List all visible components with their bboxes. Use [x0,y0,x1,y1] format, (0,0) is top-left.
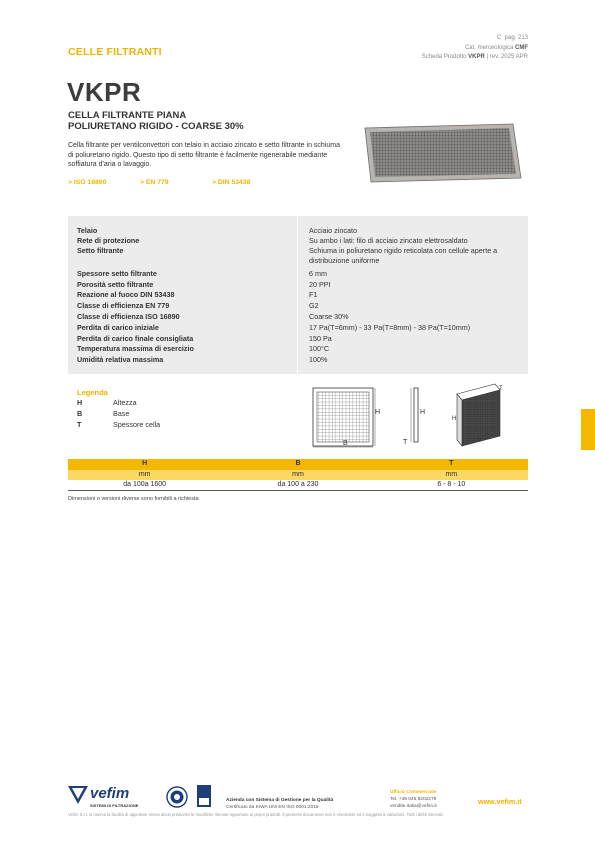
dimensions-header-row [68,459,528,470]
label-h3: H [452,416,457,422]
label-b3: B [477,437,482,443]
spec-label: Classe di efficienza EN 779 [77,301,170,310]
header-h: H [142,460,148,467]
spec-value: Acciaio zincato [309,226,357,235]
product-description: Cella filtrante per ventilconvettori con telaio in acciaio zincato e setto filtrante in schiuma di poliuretano rigido. Questo tipo di setto filtrante è facilmente rigenerabile mediante soffiatura d'aria o lavaggio. [68,142,340,169]
label-h: H [375,409,381,416]
dimensions-unit-row [68,470,528,481]
spec-label: Perdita di carico iniziale [77,323,159,332]
standard-en: > EN 779 [140,179,169,186]
spec-value: G2 [309,301,319,310]
side-view-drawing [403,388,425,446]
specs-divider [297,216,298,374]
product-photo [363,122,523,184]
spec-label: Reazione al fuoco DIN 53438 [77,290,175,299]
legend-key: T [77,420,82,429]
cert-line-1: Azienda con Sistema di Gestione per la Qualità [226,798,334,803]
footer-disclaimer: Vefim S.r.l. si riserva la facoltà di apportare senza alcun preavviso le modifiche ritenute opportune ai propri prodotti. Il presente documento non è vincolante ed è soggetto a variazioni. Tutti i diritti riservati. [68,812,444,817]
dimensions-note: Dimensioni o versioni diverse sono fornibili a richiesta [68,496,199,502]
spec-value: Su ambo i lati: filo di acciaio zincato elettrosaldato [309,236,468,245]
perspective-drawing [452,384,503,446]
standard-din: > DIN 53438 [212,179,251,186]
label-b: B [343,440,348,447]
certification-seal-icon [166,786,188,808]
contact-label: Ufficio Commerciale [390,790,437,795]
section-label: CELLE FILTRANTI [68,46,162,58]
label-t3: T [499,386,503,392]
document-meta [422,34,528,63]
label-t: T [403,439,408,446]
legend-label: Base [113,409,130,418]
page-prefix: C [496,35,502,41]
spec-value: Schiuma in poliuretano rigido reticolata con cellule aperte a distribuzione uniforme [309,246,498,265]
spec-value: 20 PPI [309,280,331,289]
spec-value: 17 Pa(T=6mm) - 33 Pa(T=8mm) - 38 Pa(T=10mm) [309,323,471,332]
technical-drawing [305,378,530,450]
sheet-code: VKPR [468,54,485,60]
spec-label: Classe di efficienza ISO 16890 [77,312,180,321]
header-b: B [295,460,301,467]
spec-value: 6 mm [309,269,327,278]
standard-iso: > ISO 16890 [68,179,107,186]
sheet-label: Scheda Prodotto [421,54,467,60]
spec-label: Porosità setto filtrante [77,280,154,289]
brand-tagline: SISTEMI DI FILTRAZIONE [90,803,139,808]
front-view-drawing [313,388,380,447]
page-number: pag. 213 [504,35,528,41]
product-code: VKPR [67,77,142,107]
legend-key: H [77,398,83,407]
dimensions-data-row [68,480,528,491]
unit-b: mm [292,470,304,478]
spec-value: 100% [309,355,328,364]
spec-value: Coarse 30% [309,312,349,321]
subtitle-line-2: POLIURETANO RIGIDO - COARSE 30% [68,121,244,132]
certification-text [226,797,333,811]
spec-label: Umidità relativa massima [77,355,164,364]
spec-value: F1 [309,290,318,299]
value-t: 6 - 8 - 10 [437,481,466,488]
brand-name: vefim [90,785,130,802]
website-link[interactable]: www.vefim.it [478,797,522,806]
catalog-label: Cat. merceologica [464,44,514,51]
catalog-code: CMF [515,44,528,51]
section-tab [581,409,595,450]
legend-label: Altezza [113,398,137,407]
dimensions-table [68,459,528,491]
contact-phone: Tel. +39 045 8202279 [390,797,437,802]
vefim-logo-icon [68,784,88,806]
subtitle-line-1: CELLA FILTRANTE PIANA [68,110,187,121]
spec-value: 150 Pa [309,334,332,343]
spec-label: Temperatura massima di esercizio [77,344,194,353]
legend-title: Legenda [77,388,108,397]
header-t: T [449,460,454,467]
spec-value: 100°C [309,344,330,353]
legend-key: B [77,409,83,418]
contact-block [390,789,437,810]
spec-label: Telaio [77,226,98,235]
contact-email[interactable]: vendite.italia@vefim.it [390,804,437,809]
label-h2: H [420,409,426,416]
product-subtitle [68,110,244,132]
legend-label: Spessore cella [113,420,161,429]
cert-line-2: Certificato da KIWA UNI EN ISO 9001:2015 [226,805,319,810]
specs-table [68,216,528,374]
value-b: da 100 a 230 [277,481,319,488]
unit-h: mm [138,470,151,478]
spec-label: Spessore setto filtrante [77,269,157,278]
unit-t: mm [445,470,458,478]
value-h: da 100a 1600 [123,481,167,488]
spec-label: Perdita di carico finale consigliata [77,334,194,343]
spec-label: Setto filtrante [77,246,124,255]
spec-label: Rete di protezione [77,236,140,245]
revision: | rev. 2025 APR [486,54,528,60]
kiwa-logo-icon [197,785,211,807]
